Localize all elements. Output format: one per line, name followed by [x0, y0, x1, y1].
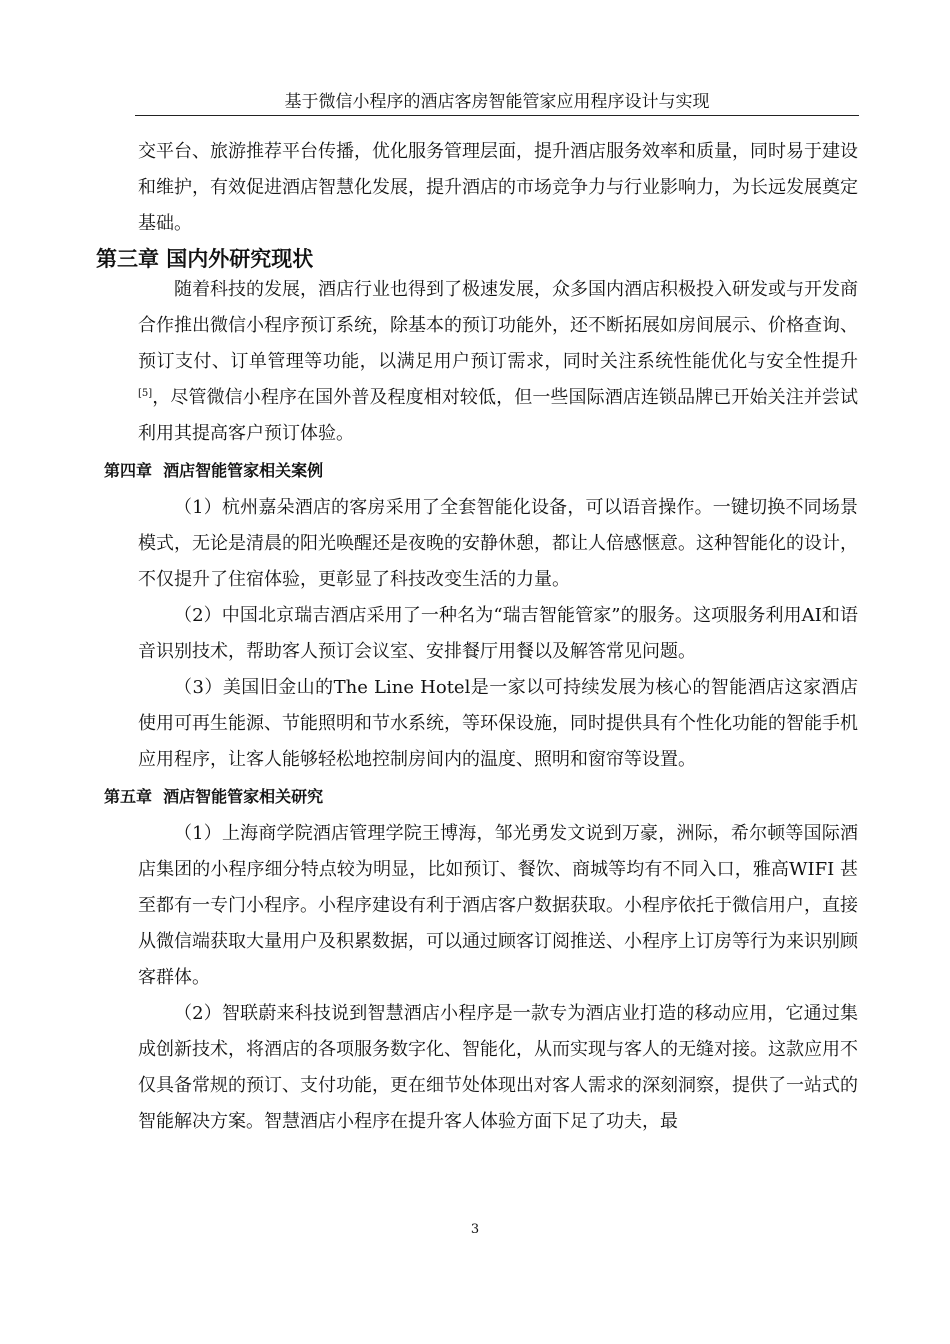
chapter4-item-3: （3）美国旧金山的The Line Hotel是一家以可持续发展为核心的智能酒店这家酒店使用可再生能源、节能照明和节水系统，等环保设施，同时提供具有个性化功能的智能手机应用程序，让客人能够轻松地控制房间内的温度、照明和窗帘等设置。: [138, 677, 858, 770]
chapter4-item-2: （2）中国北京瑞吉酒店采用了一种名为“瑞吉智能管家”的服务。这项服务利用AI和语音识别技术，帮助客人预订会议室、安排餐厅用餐以及解答常见问题。: [138, 605, 858, 662]
chapter5-title: 酒店智能管家相关研究: [163, 787, 324, 806]
chapter3-paragraph: [138, 272, 858, 452]
chapter4-label: 第四章: [104, 461, 153, 480]
citation-ref: [5]: [138, 388, 153, 399]
chapter5-item-2: （2）智联蔚来科技说到智慧酒店小程序是一款专为酒店业打造的移动应用，它通过集成创新技术，将酒店的各项服务数字化、智能化，从而实现与客人的无缝对接。这款应用不仅具备常规的预订、支付功能，更在细节处体现出对客人需求的深刻洞察，提供了一站式的智能解决方案。智慧酒店小程序在提升客人体验方面下足了功夫，最: [138, 1003, 858, 1132]
chapter3-text-part2: ，尽管微信小程序在国外普及程度相对较低，但一些国际酒店连锁品牌已开始关注并尝试利用其提高客户预订体验。: [138, 387, 858, 444]
chapter4-title: 酒店智能管家相关案例: [163, 461, 324, 480]
page-body: [96, 134, 858, 1140]
page-header-title: 基于微信小程序的酒店客房智能管家应用程序设计与实现: [284, 92, 710, 112]
chapter4-item-1: （1）杭州嘉朵酒店的客房采用了全套智能化设备，可以语音操作。一键切换不同场景模式，无论是清晨的阳光唤醒还是夜晚的安静休憩，都让人倍感惬意。这种智能化的设计，不仅提升了住宿体验，更彰显了科技改变生活的力量。: [138, 497, 858, 590]
page-number: 3: [470, 1222, 480, 1237]
chapter5-item-1: （1）上海商学院酒店管理学院王博海，邹光勇发文说到万豪，洲际，希尔顿等国际酒店集团的小程序细分特点较为明显，比如预订、餐饮、商城等均有不同入口，雅高WIFI 甚至都有一专门小程序。小程序建设有利于酒店客户数据获取。小程序依托于微信用户，直接从微信端获取大量用户及积累数据，可以通过顾客订阅推送、小程序上订房等行为来识别顾客群体。: [138, 823, 858, 988]
chapter5-label: 第五章: [104, 787, 153, 806]
chapter4-heading: [104, 452, 858, 490]
intro-paragraph: 交平台、旅游推荐平台传播，优化服务管理层面，提升酒店服务效率和质量，同时易于建设和维护，有效促进酒店智慧化发展，提升酒店的市场竞争力与行业影响力，为长远发展奠定基础。: [138, 141, 858, 234]
header-rule: [135, 115, 859, 116]
chapter3-text-part1: 随着科技的发展，酒店行业也得到了极速发展，众多国内酒店积极投入研发或与开发商合作推出微信小程序预订系统，除基本的预订功能外，还不断拓展如房间展示、价格查询、预订支付、订单管理等功能，以满足用户预订需求，同时关注系统性能优化与安全性提升: [138, 279, 858, 372]
chapter5-heading: [104, 778, 858, 816]
chapter3-heading: 第三章 国内外研究现状: [96, 247, 314, 271]
